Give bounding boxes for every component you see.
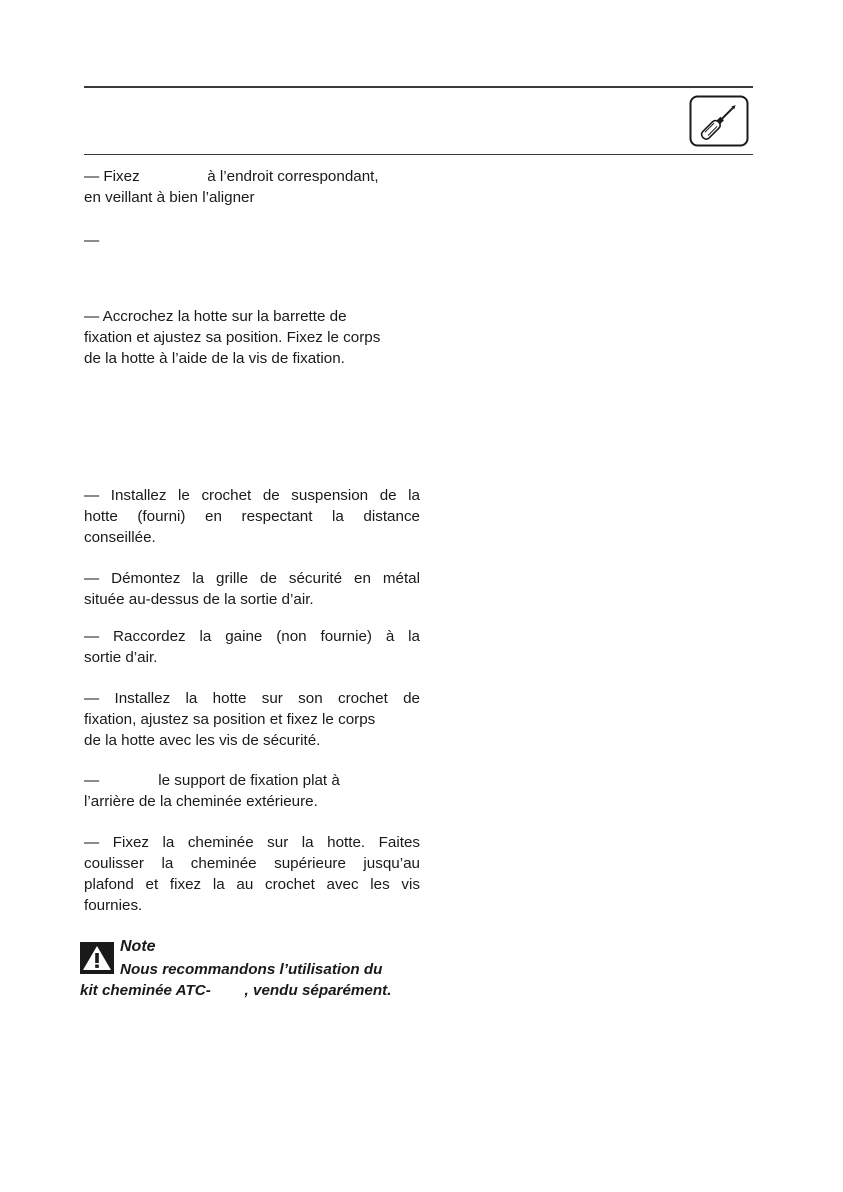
paragraph-line: — Accrochez la hotte sur la barrette de [84, 308, 347, 325]
note-line: Nous recommandons l’utilisation du [120, 961, 383, 978]
note-body [80, 959, 420, 1001]
paragraph-line: l’arrière de la cheminée extérieure. [84, 793, 318, 810]
header-rule-bottom [84, 154, 753, 155]
paragraph-line: de la hotte avec les vis de sécurité. [84, 732, 321, 749]
instruction-paragraph [84, 166, 420, 208]
paragraph-line: plafond et fixez la au crochet avec les vis [84, 876, 420, 893]
paragraph-line: fixation et ajustez sa position. Fixez le corps [84, 329, 381, 346]
paragraph-line: de la hotte à l’aide de la vis de fixation. [84, 350, 345, 367]
paragraph-line: fixation, ajustez sa position et fixez le corps [84, 711, 376, 728]
instruction-paragraph [84, 832, 420, 916]
paragraph-line: coulisser la cheminée supérieure jusqu’au [84, 855, 420, 872]
paragraph-line: — Raccordez la gaine (non fournie) à la [84, 628, 420, 645]
paragraph-line: — Installez le crochet de suspension de la [84, 487, 420, 504]
paragraph-line: — Fixez la cheminée sur la hotte. Faites [84, 834, 420, 851]
paragraph-line: en veillant à bien l’aligner [84, 189, 255, 206]
paragraph-line: — Fixez à l’endroit correspondant, [84, 168, 379, 185]
instruction-paragraph [84, 568, 420, 610]
paragraph-line: — le support de fixation plat à [84, 772, 340, 789]
note-line: kit cheminée ATC- , vendu séparément. [80, 982, 392, 999]
instruction-paragraph [84, 688, 420, 751]
header-rule-top [84, 86, 753, 88]
screwdriver-icon [689, 95, 749, 147]
paragraph-line: — Démontez la grille de sécurité en métal [84, 570, 420, 587]
instruction-paragraph [84, 485, 420, 548]
paragraph-line: — [84, 232, 100, 249]
paragraph-line: conseillée. [84, 529, 156, 546]
paragraph-line: fournies. [84, 897, 143, 914]
instruction-paragraph [84, 770, 420, 812]
instruction-paragraph [84, 230, 420, 251]
note-title: Note [120, 938, 156, 955]
paragraph-line: — Installez la hotte sur son crochet de [84, 690, 420, 707]
instruction-paragraph [84, 626, 420, 668]
paragraph-line: hotte (fourni) en respectant la distance [84, 508, 420, 525]
paragraph-line: sortie d’air. [84, 649, 158, 666]
instruction-paragraph [84, 306, 420, 369]
paragraph-line: située au-dessus de la sortie d’air. [84, 591, 314, 608]
